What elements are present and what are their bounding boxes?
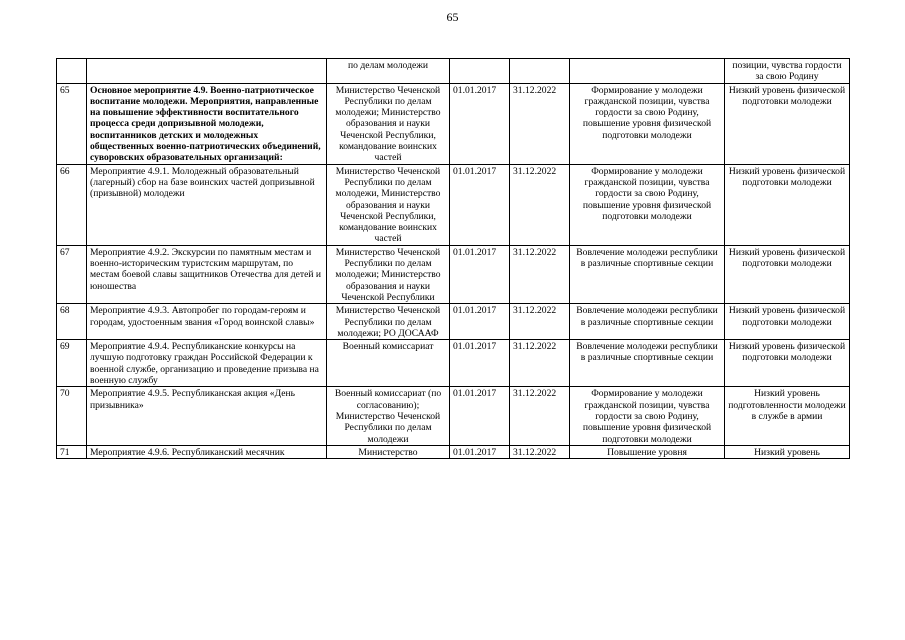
row-number: 65 <box>57 83 87 164</box>
start-date: 01.01.2017 <box>450 164 510 245</box>
executor: Министерство Чеченской Республики по делам молодежи; РО ДОСААФ <box>327 304 450 340</box>
end-date: 31.12.2022 <box>510 387 570 445</box>
page-number: 65 <box>446 10 459 24</box>
executor: по делам молодежи <box>327 59 450 84</box>
row-number: 67 <box>57 245 87 303</box>
table-row <box>57 387 850 445</box>
end-date: 31.12.2022 <box>510 83 570 164</box>
consequence: позиции, чувства гордости за свою Родину <box>725 59 850 84</box>
table-row <box>57 59 850 84</box>
start-date: 01.01.2017 <box>450 304 510 340</box>
table-row <box>57 445 850 458</box>
activity-name: Мероприятие 4.9.6. Республиканский месячник <box>87 445 327 458</box>
table-row <box>57 83 850 164</box>
expected-result: Повышение уровня <box>570 445 725 458</box>
table-body <box>57 59 850 459</box>
activity-name: Мероприятие 4.9.4. Республиканские конкурсы на лучшую подготовку граждан Российской Федерации к военной службе, организацию и проведение призыва на военную службу <box>87 340 327 387</box>
row-number: 71 <box>57 445 87 458</box>
start-date: 01.01.2017 <box>450 445 510 458</box>
activity-name <box>87 59 327 84</box>
executor: Министерство <box>327 445 450 458</box>
consequence: Низкий уровень физической подготовки молодежи <box>725 304 850 340</box>
executor: Военный комиссариат (по согласованию); Министерство Чеченской Республики по делам молодежи <box>327 387 450 445</box>
executor: Министерство Чеченской Республики по делам молодежи; Министерство образования и науки Чеченской Республики, командование воинских частей <box>327 83 450 164</box>
activity-name: Мероприятие 4.9.5. Республиканская акция «День призывника» <box>87 387 327 445</box>
consequence: Низкий уровень <box>725 445 850 458</box>
start-date <box>450 59 510 84</box>
executor: Министерство Чеченской Республики по делам молодежи; Министерство образования и науки Чеченской Республики <box>327 245 450 303</box>
consequence: Низкий уровень подготовленности молодежи в службе в армии <box>725 387 850 445</box>
expected-result: Формирование у молодежи гражданской позиции, чувства гордости за свою Родину, повышение уровня физической подготовки молодежи <box>570 164 725 245</box>
table-row <box>57 340 850 387</box>
consequence: Низкий уровень физической подготовки молодежи <box>725 83 850 164</box>
end-date: 31.12.2022 <box>510 164 570 245</box>
row-number <box>57 59 87 84</box>
activity-name: Мероприятие 4.9.1. Молодежный образовательный (лагерный) сбор на базе воинских частей допризывной (призывной) молодежи <box>87 164 327 245</box>
expected-result: Формирование у молодежи гражданской позиции, чувства гордости за свою Родину, повышение уровня физической подготовки молодежи <box>570 83 725 164</box>
expected-result: Вовлечение молодежи республики в различные спортивные секции <box>570 245 725 303</box>
table-row <box>57 164 850 245</box>
start-date: 01.01.2017 <box>450 340 510 387</box>
executor: Военный комиссариат <box>327 340 450 387</box>
end-date: 31.12.2022 <box>510 304 570 340</box>
end-date <box>510 59 570 84</box>
expected-result <box>570 59 725 84</box>
consequence: Низкий уровень физической подготовки молодежи <box>725 340 850 387</box>
activity-name: Мероприятие 4.9.2. Экскурсии по памятным местам и военно-историческим туристским маршрутам, по местам боевой славы защитников Отечества для детей и юношества <box>87 245 327 303</box>
end-date: 31.12.2022 <box>510 340 570 387</box>
consequence: Низкий уровень физической подготовки молодежи <box>725 164 850 245</box>
row-number: 66 <box>57 164 87 245</box>
program-activities-table <box>56 58 850 459</box>
end-date: 31.12.2022 <box>510 245 570 303</box>
consequence: Низкий уровень физической подготовки молодежи <box>725 245 850 303</box>
row-number: 68 <box>57 304 87 340</box>
start-date: 01.01.2017 <box>450 245 510 303</box>
table-row <box>57 304 850 340</box>
start-date: 01.01.2017 <box>450 387 510 445</box>
executor: Министерство Чеченской Республики по делам молодежи, Министерство образования и науки Чеченской Республики, командование воинских частей <box>327 164 450 245</box>
expected-result: Вовлечение молодежи республики в различные спортивные секции <box>570 340 725 387</box>
activity-name: Мероприятие 4.9.3. Автопробег по городам-героям и городам, удостоенным звания «Город воинской славы» <box>87 304 327 340</box>
activity-name: Основное мероприятие 4.9. Военно-патриотическое воспитание молодежи. Мероприятия, направленные на повышение эффективности воспитательного процесса среди допризывной молодежи, воспитанников детских и молодежных общественных военно-патриотических объединений, суворовских образовательных организаций: <box>87 83 327 164</box>
start-date: 01.01.2017 <box>450 83 510 164</box>
table-row <box>57 245 850 303</box>
end-date: 31.12.2022 <box>510 445 570 458</box>
row-number: 69 <box>57 340 87 387</box>
expected-result: Вовлечение молодежи республики в различные спортивные секции <box>570 304 725 340</box>
expected-result: Формирование у молодежи гражданской позиции, чувства гордости за свою Родину, повышение уровня физической подготовки молодежи <box>570 387 725 445</box>
row-number: 70 <box>57 387 87 445</box>
